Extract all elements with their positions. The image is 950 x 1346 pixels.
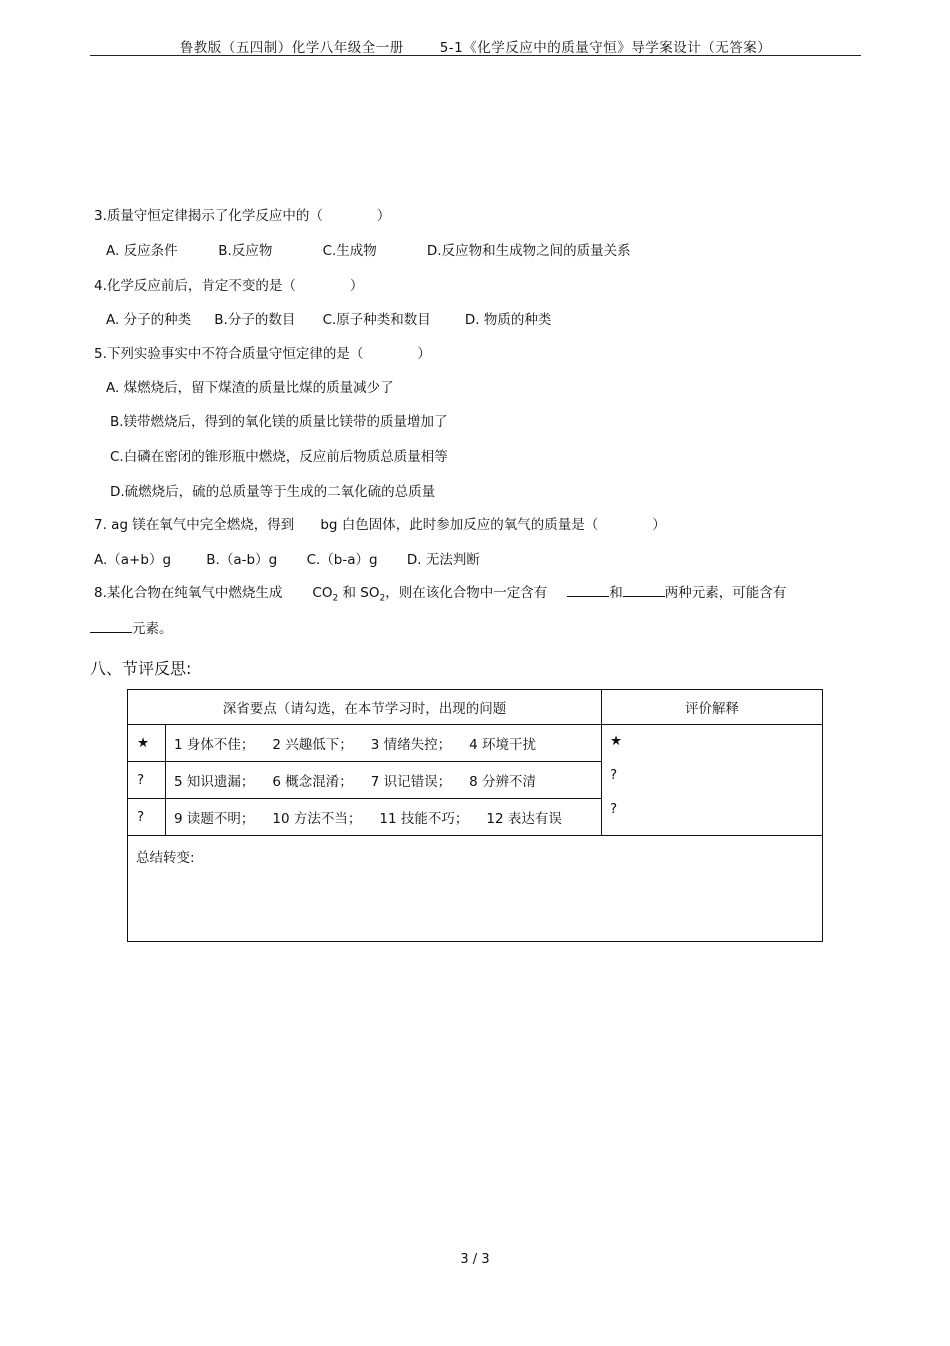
eval-mark: ? — [610, 767, 618, 783]
question-5-stem: 5.下列实验事实中不符合质量守恒定律的是（ ） — [94, 346, 431, 362]
item-1[interactable]: 1 身体不佳； — [174, 737, 255, 753]
item-5[interactable]: 5 知识遗漏； — [174, 774, 255, 790]
table-header-left: 深省要点（请勾选，在本节学习时，出现的问题 — [128, 690, 602, 725]
question-4-stem: 4.化学反应前后，肯定不变的是（ ） — [94, 278, 364, 294]
q3-option-d: D.反应物和生成物之间的质量关系 — [426, 243, 631, 259]
q5-option-a: A. 煤燃烧后，留下煤渣的质量比煤的质量减少了 — [106, 380, 394, 396]
question-3-options — [106, 239, 631, 259]
item-7[interactable]: 7 识记错误； — [370, 774, 452, 790]
row-symbol[interactable]: ? — [128, 799, 166, 836]
row-items — [166, 762, 602, 799]
q5-option-b: B.镁带燃烧后，得到的氧化镁的质量比镁带的质量增加了 — [110, 414, 448, 430]
summary-row — [128, 836, 823, 942]
eval-mark: ? — [610, 801, 618, 817]
q4-option-a: A. 分子的种类 — [106, 312, 192, 328]
table-row — [128, 725, 823, 762]
q3-option-c: C.生成物 — [322, 243, 377, 259]
summary-label: 总结转变: — [136, 850, 195, 866]
page-header — [90, 36, 861, 56]
header-lesson-title: 5-1《化学反应中的质量守恒》导学案设计（无答案） — [439, 40, 772, 56]
q8-stem-part2: ，则在该化合物中一定含有 — [385, 585, 548, 601]
q7-option-d: D. 无法判断 — [406, 552, 480, 568]
item-8[interactable]: 8 分辨不清 — [469, 774, 537, 790]
q8-stem-part1: 8.某化合物在纯氧气中燃烧生成 — [94, 585, 283, 601]
table-header-right: 评价解释 — [602, 690, 823, 725]
row-items — [166, 799, 602, 836]
section-title: 八、节评反思: — [90, 659, 192, 678]
item-4[interactable]: 4 环境干扰 — [469, 737, 537, 753]
table-header-row — [128, 690, 823, 725]
item-12[interactable]: 12 表达有误 — [486, 811, 562, 827]
header-divider — [90, 55, 861, 56]
question-4-options — [106, 308, 551, 328]
row-symbol[interactable]: ? — [128, 762, 166, 799]
q8-mid: 和 — [609, 585, 623, 601]
item-11[interactable]: 11 技能不巧； — [379, 811, 469, 827]
eval-mark: ★ — [610, 733, 623, 749]
summary-cell[interactable] — [128, 836, 823, 942]
item-3[interactable]: 3 情绪失控； — [370, 737, 452, 753]
reflection-table — [127, 689, 823, 942]
header-book-title: 鲁教版（五四制）化学八年级全一册 — [179, 40, 404, 56]
q5-option-d: D.硫燃烧后，硫的总质量等于生成的二氧化硫的总质量 — [110, 484, 436, 500]
question-7-options — [94, 548, 480, 568]
q8-so2: $SO_2$ — [360, 585, 386, 604]
q7-option-c: C.（b-a）g — [306, 552, 378, 568]
q8-and: 和 — [342, 585, 356, 601]
q7-option-b: B.（a-b）g — [206, 552, 278, 568]
item-2[interactable]: 2 兴趣低下； — [272, 737, 353, 753]
q4-option-d: D. 物质的种类 — [464, 312, 552, 328]
page-number: 3 / 3 — [460, 1252, 490, 1267]
q4-option-c: C.原子种类和数目 — [322, 312, 431, 328]
q3-option-a: A. 反应条件 — [106, 243, 178, 259]
question-7-stem — [94, 513, 666, 533]
q5-option-c: C.白磷在密闭的锥形瓶中燃烧，反应前后物质总质量相等 — [110, 449, 448, 465]
q8-stem-part3: 两种元素，可能含有 — [664, 585, 787, 601]
question-8-continued — [90, 617, 173, 637]
q7-stem-part1: 7. ag 镁在氧气中完全燃烧，得到 — [94, 517, 295, 533]
evaluation-column[interactable] — [602, 725, 823, 836]
q8-stem-part4: 元素。 — [132, 621, 173, 637]
q8-co2: $CO_2$ — [312, 585, 339, 604]
q8-blank-3[interactable] — [90, 619, 132, 633]
row-symbol[interactable]: ★ — [128, 725, 166, 762]
q8-blank-2[interactable] — [623, 583, 665, 597]
item-9[interactable]: 9 读题不明； — [174, 811, 255, 827]
row-items — [166, 725, 602, 762]
q4-option-b: B.分子的数目 — [214, 312, 296, 328]
q7-option-a: A.（a+b）g — [94, 552, 172, 568]
item-10[interactable]: 10 方法不当； — [272, 811, 362, 827]
q7-stem-part2: bg 白色固体，此时参加反应的氧气的质量是（ ） — [320, 517, 666, 533]
q8-blank-1[interactable] — [567, 583, 609, 597]
item-6[interactable]: 6 概念混淆； — [272, 774, 353, 790]
question-8-stem — [94, 581, 786, 604]
q3-option-b: B.反应物 — [218, 243, 273, 259]
question-3-stem: 3.质量守恒定律揭示了化学反应中的（ ） — [94, 208, 391, 224]
